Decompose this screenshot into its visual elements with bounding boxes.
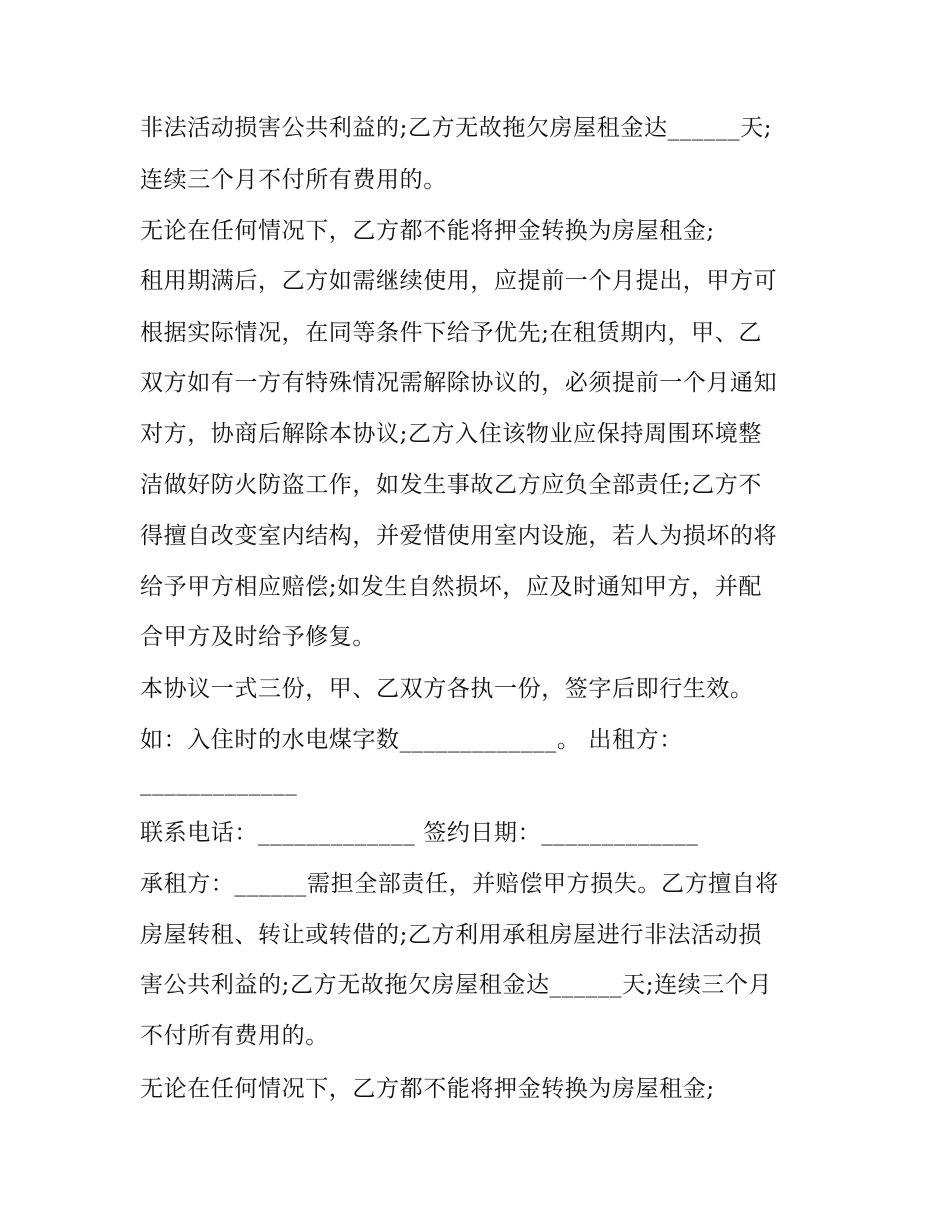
- text-line: 连续三个月不付所有费用的。: [140, 167, 447, 193]
- text-line: 本协议一式三份，甲、乙双方各执一份，签字后即行生效。: [140, 676, 754, 702]
- text-line: 租用期满后，乙方如需继续使用，应提前一个月提出，甲方可: [140, 268, 778, 294]
- text-line: 给予甲方相应赔偿;如发生自然损坏，应及时通知甲方，并配: [140, 574, 762, 600]
- text-line: 房屋转租、转让或转借的;乙方利用承租房屋进行非法活动损: [140, 922, 762, 948]
- text-line: 洁做好防火防盗工作，如发生事故乙方应负全部责任;乙方不: [140, 472, 762, 498]
- signature-blank-line: _____________: [140, 770, 298, 796]
- text-line: 联系电话：_____________ 签约日期：_____________: [140, 820, 699, 846]
- text-line: 对方，协商后解除本协议;乙方入住该物业应保持周围环境整: [140, 421, 762, 447]
- text-line: 无论在任何情况下，乙方都不能将押金转换为房屋租金;: [140, 1076, 715, 1102]
- text-line: 得擅自改变室内结构，并爱惜使用室内设施，若人为损坏的将: [140, 523, 778, 549]
- text-line: 不付所有费用的。: [140, 1023, 329, 1049]
- text-line: 害公共利益的;乙方无故拖欠房屋租金达______天;连续三个月: [140, 972, 773, 998]
- text-line: 无论在任何情况下，乙方都不能将押金转换为房屋租金;: [140, 218, 715, 244]
- text-line: 非法活动损害公共利益的;乙方无故拖欠房屋租金达______天;: [140, 115, 773, 141]
- text-line: 双方如有一方有特殊情况需解除协议的，必须提前一个月通知: [140, 370, 778, 396]
- text-line: 如：入住时的水电煤字数_____________。 出租方：: [140, 727, 683, 753]
- text-line: 合甲方及时给予修复。: [140, 624, 376, 650]
- text-line: 根据实际情况，在同等条件下给予优先;在租赁期内，甲、乙: [140, 320, 762, 346]
- text-line: 承租方：______需担全部责任，并赔偿甲方损失。乙方擅自将: [140, 871, 779, 897]
